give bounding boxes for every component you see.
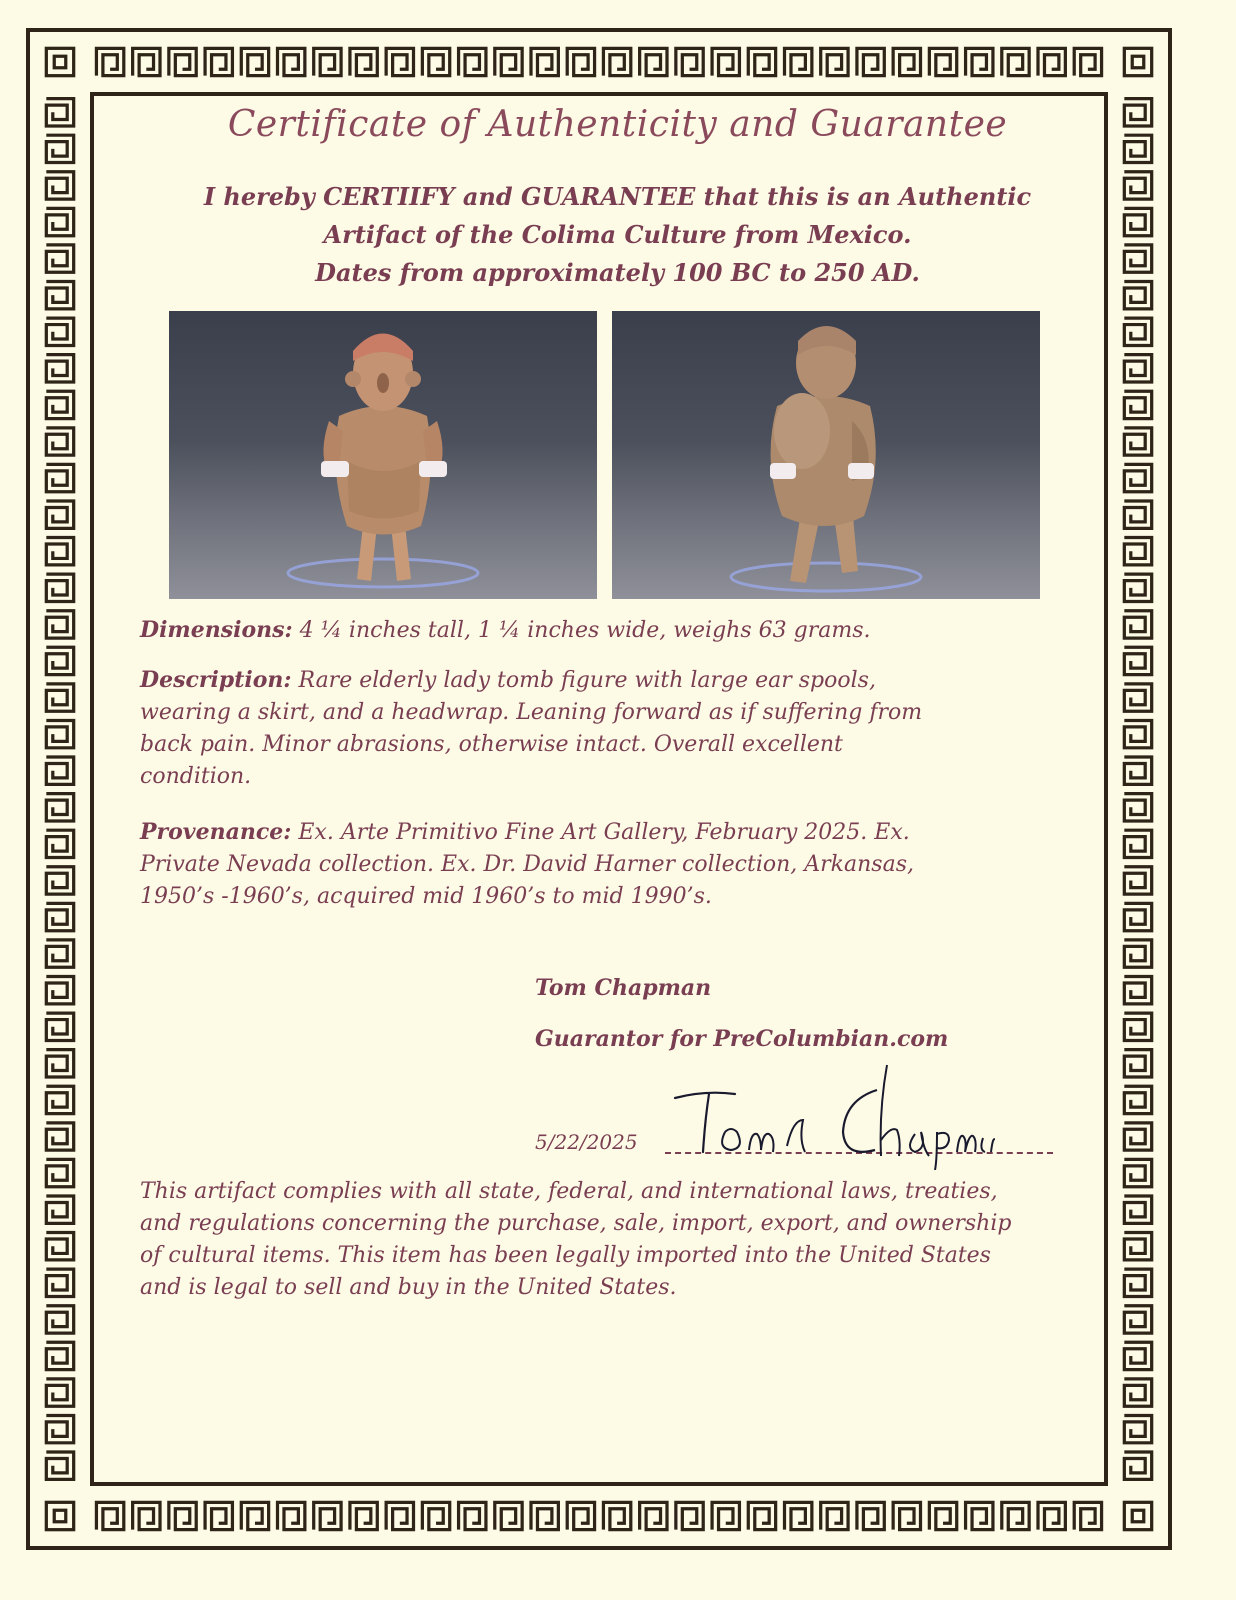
statement-line: I hereby CERTIIFY and GUARANTEE that this is an Authentic xyxy=(203,182,1032,211)
description-line: back pain. Minor abrasions, otherwise intact. Overall excellent xyxy=(140,732,843,757)
figurine-front-photo xyxy=(169,311,597,599)
legal-line: and regulations concerning the purchase, sale, import, export, and ownership xyxy=(140,1211,1012,1236)
legal-line: This artifact complies with all state, federal, and international laws, treaties, xyxy=(140,1179,998,1204)
handwritten-signature xyxy=(665,1060,995,1170)
certificate-title: Certificate of Authenticity and Guarantee xyxy=(227,104,1008,145)
certificate-body xyxy=(110,100,1125,1490)
statement-line: Dates from approximately 100 BC to 250 AD. xyxy=(315,258,920,287)
legal-line: and is legal to sell and buy in the United States. xyxy=(140,1275,677,1300)
dimensions-label: Dimensions: xyxy=(140,617,293,643)
description-label: Description: xyxy=(140,667,292,693)
provenance-line: Private Nevada collection. Ex. Dr. David Harner collection, Arkansas, xyxy=(140,852,914,877)
statement-line: Artifact of the Colima Culture from Mexico. xyxy=(323,220,912,249)
provenance-line: Ex. Arte Primitivo Fine Art Gallery, February 2025. Ex. xyxy=(298,820,910,845)
signatory-role: Guarantor for PreColumbian.com xyxy=(535,1026,949,1052)
provenance-paragraph xyxy=(140,816,1070,913)
description-paragraph xyxy=(140,664,1070,793)
description-line: wearing a skirt, and a headwrap. Leaning forward as if suffering from xyxy=(140,700,923,725)
provenance-line: 1950’s -1960’s, acquired mid 1960’s to mid 1990’s. xyxy=(140,884,712,909)
description-line: Rare elderly lady tomb figure with large ear spools, xyxy=(298,668,876,693)
description-line: condition. xyxy=(140,764,252,789)
legal-compliance-paragraph xyxy=(140,1176,1070,1304)
provenance-label: Provenance: xyxy=(140,819,292,845)
dimensions-text: 4 ¼ inches tall, 1 ¼ inches wide, weighs 63 grams. xyxy=(299,618,871,643)
signatory-name: Tom Chapman xyxy=(535,975,712,1001)
dimensions-paragraph xyxy=(140,614,1070,647)
signature-date: 5/22/2025 xyxy=(535,1130,638,1154)
figurine-back-photo xyxy=(612,311,1040,599)
certification-statement xyxy=(110,178,1125,292)
legal-line: of cultural items. This item has been legally imported into the United States xyxy=(140,1243,991,1268)
